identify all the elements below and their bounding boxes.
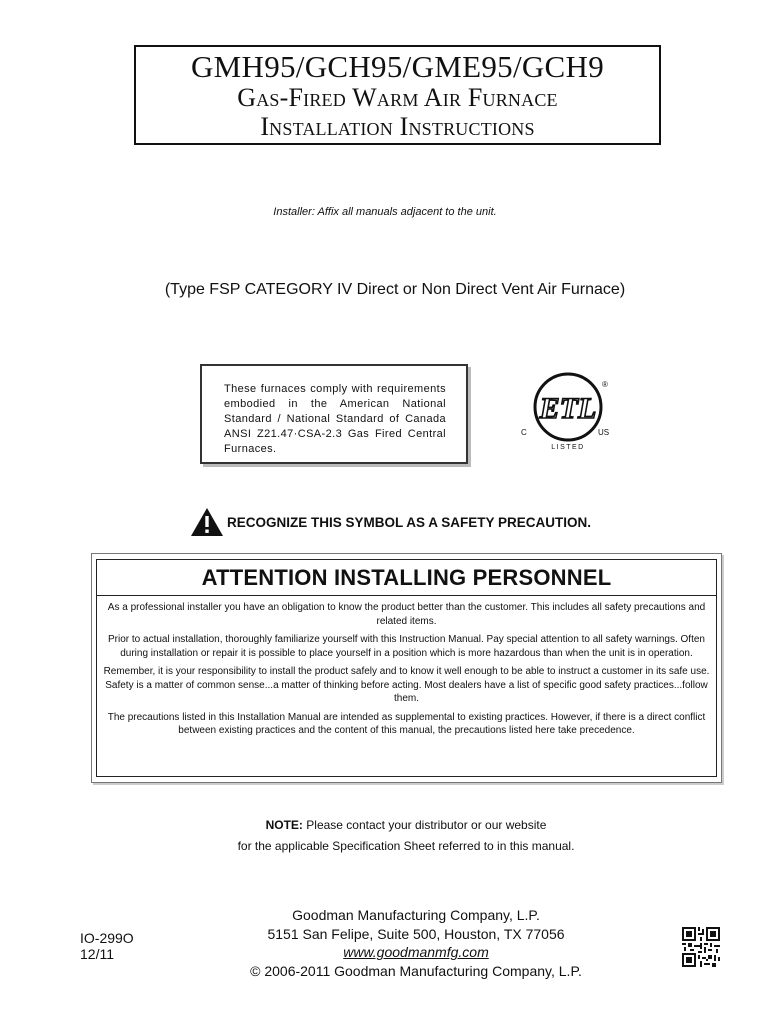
company-name: Goodman Manufacturing Company, L.P. — [292, 907, 540, 923]
website-link[interactable]: www.goodmanmfg.com — [343, 944, 489, 960]
title-box — [134, 45, 661, 145]
listed-text: LISTED — [551, 444, 585, 451]
manual-title: Installation Instructions — [260, 112, 535, 141]
model-title: GMH95/GCH95/GME95/GCH9 — [190, 49, 605, 84]
etl-logo-text: ETL — [539, 392, 597, 425]
registered-mark: ® — [602, 380, 608, 389]
product-title: Gas-Fired Warm Air Furnace — [237, 83, 558, 112]
document-number: IO-299O — [80, 930, 134, 946]
copyright: © 2006-2011 Goodman Manufacturing Company, L.P. — [250, 962, 582, 979]
compliance-box — [200, 364, 468, 464]
document-code — [80, 930, 134, 962]
compliance-text: These furnaces comply with requirements embodied in the American National Standard / National Standard of Canada ANSI Z21.47·CSA-2.3 Gas Fired Central Furnaces. — [224, 383, 446, 455]
etl-listed-logo — [520, 370, 614, 454]
warning-triangle-icon — [190, 507, 224, 537]
attention-paragraph: Safety is a matter of common sense...a matter of thinking before acting. Most dealers have a list of specific good safety practices...follow them. — [105, 679, 708, 704]
attention-inner-border — [96, 559, 717, 777]
safety-symbol-row — [190, 507, 591, 537]
safety-precaution-text: RECOGNIZE THIS SYMBOL AS A SAFETY PRECAUTION. — [227, 514, 592, 530]
document-date: 12/11 — [80, 946, 114, 962]
attention-paragraph: As a professional installer you have an obligation to know the product better than the customer. This includes all safety precautions and related items. — [107, 602, 706, 627]
attention-paragraph: The precautions listed in this Installation Manual are intended as supplemental to existing practices. However, if there is a direct conflict between existing practices and the content of this manual, the precautions listed here take precedence. — [107, 711, 706, 736]
installer-note: Installer: Affix all manuals adjacent to the unit. — [273, 206, 497, 218]
note-line-1: Please contact your distributor or our website — [302, 818, 547, 832]
attention-title: ATTENTION INSTALLING PERSONNEL — [201, 565, 612, 590]
c-mark: C — [521, 428, 527, 437]
attention-paragraph: Prior to actual installation, thoroughly familiarize yourself with this Instruction Manual. Pay special attention to all safety warnings. Often during installation or repair it is possible to place yourself in a position which is more hazardous than when the unit is in operation. — [108, 634, 705, 659]
us-mark: US — [598, 428, 610, 437]
qr-code — [682, 927, 720, 967]
note-block — [0, 815, 770, 857]
attention-box — [91, 553, 722, 783]
furnace-type-line: (Type FSP CATEGORY IV Direct or Non Direct Vent Air Furnace) — [164, 281, 626, 298]
company-address: 5151 San Felipe, Suite 500, Houston, TX 77056 — [267, 925, 565, 942]
note-label: NOTE: — [265, 818, 303, 832]
note-line-2: for the applicable Specification Sheet referred to in this manual. — [237, 839, 575, 853]
attention-paragraph: Remember, it is your responsibility to install the product safely and to know it well enough to be able to instruct a customer in its safe use. — [103, 666, 710, 677]
